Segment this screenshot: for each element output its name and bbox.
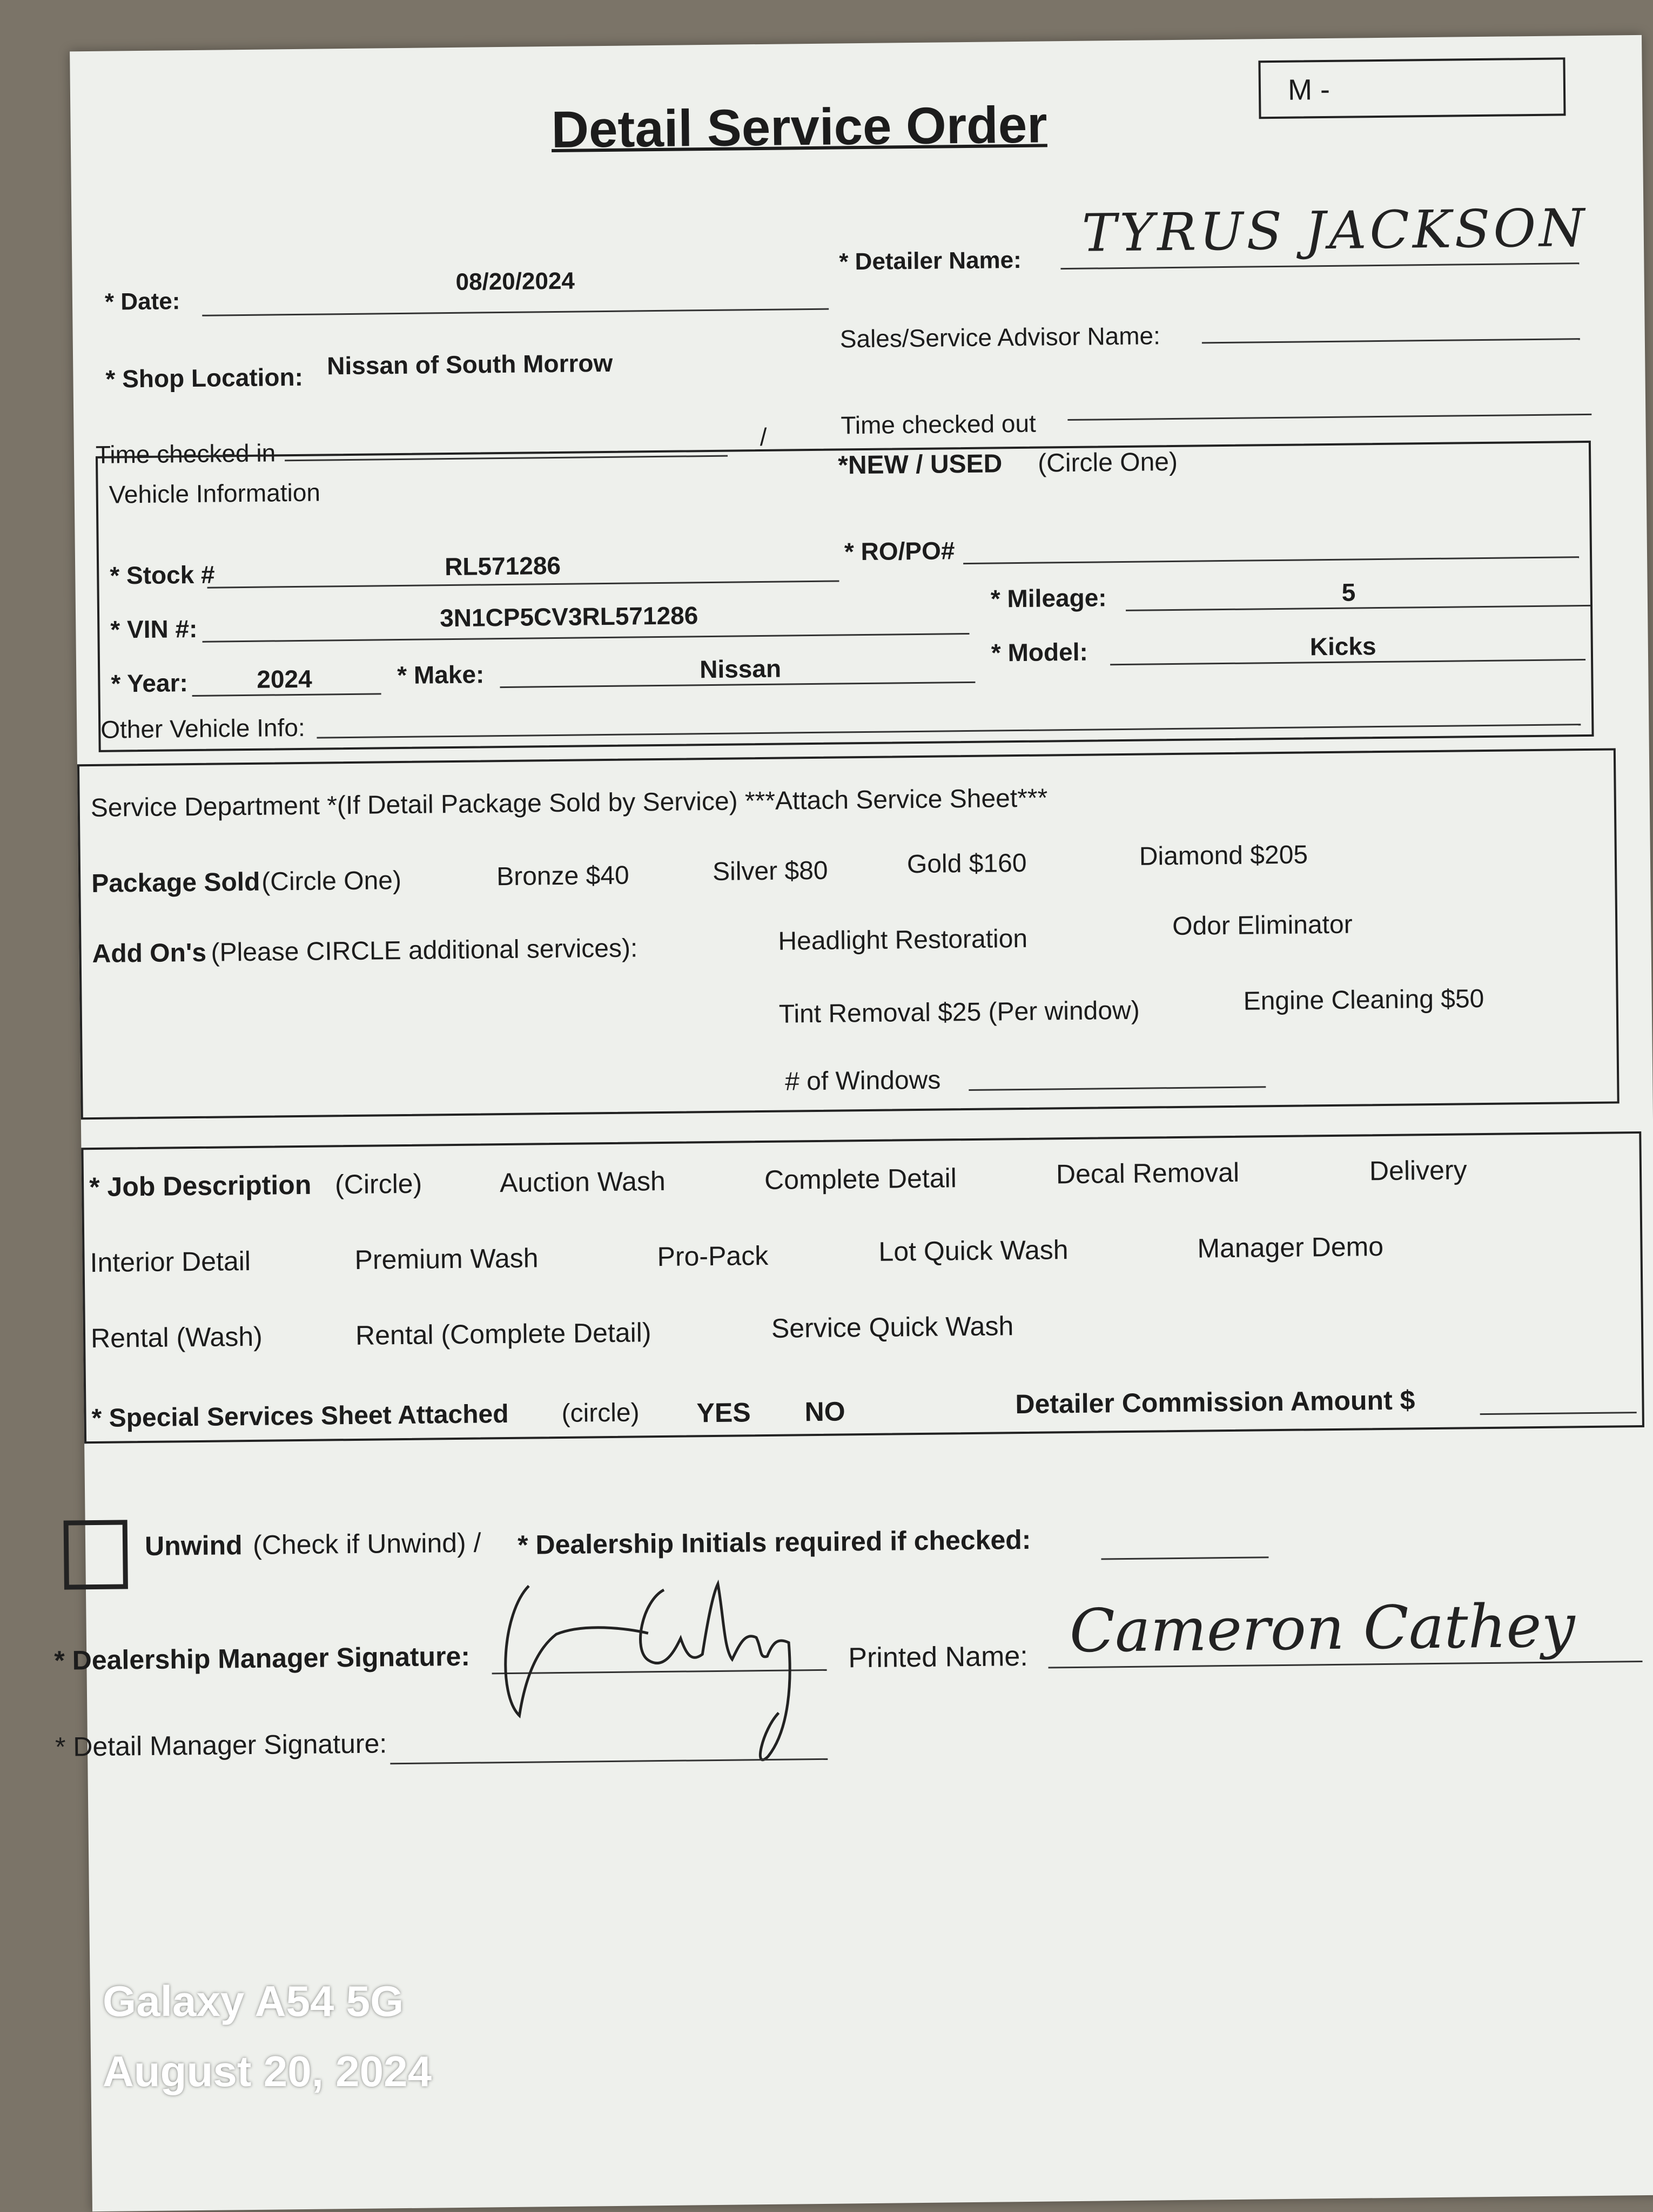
new-used-label[interactable]: *NEW / USED [837,449,1003,480]
date-line [202,308,829,316]
job-rental-complete-detail[interactable]: Rental (Complete Detail) [355,1317,651,1351]
year-value[interactable]: 2024 [257,664,312,693]
dealership-initials-label: * Dealership Initials required if checked: [517,1524,1031,1560]
dealership-initials-line [1101,1556,1268,1560]
add-ons-hint: (Please CIRCLE additional services): [211,934,638,967]
time-slash: / [760,422,767,451]
package-gold[interactable]: Gold $160 [906,848,1027,879]
special-services-yes[interactable]: YES [696,1397,751,1428]
special-services-no[interactable]: NO [804,1396,845,1427]
service-order-paper [54,35,1653,2211]
windows-count-line [969,1086,1266,1091]
time-out-line [1067,414,1591,421]
service-department-heading: Service Department *(If Detail Package Sold by Service) ***Attach Service Sheet*** [90,784,1048,823]
mileage-line [1126,605,1590,611]
special-services-hint: (circle) [561,1398,640,1428]
other-vehicle-info-line [317,724,1581,739]
new-used-hint: (Circle One) [1037,447,1178,478]
windows-count-label: # of Windows [784,1065,941,1096]
addon-engine-cleaning[interactable]: Engine Cleaning $50 [1243,984,1484,1016]
make-label: * Make: [397,660,485,690]
unwind-hint: (Check if Unwind) / [252,1527,481,1560]
time-in-label: Time checked in [95,439,276,469]
package-silver[interactable]: Silver $80 [712,856,828,886]
package-bronze[interactable]: Bronze $40 [496,861,629,892]
stock-label: * Stock # [110,560,215,590]
dealership-manager-signature-label: * Dealership Manager Signature: [54,1641,471,1676]
advisor-name-label: Sales/Service Advisor Name: [839,321,1161,353]
year-label: * Year: [111,669,189,698]
camera-device-watermark: Galaxy A54 5G [103,1977,404,2025]
mileage-label: * Mileage: [990,583,1107,613]
date-label: * Date: [104,288,180,315]
vehicle-info-section [96,441,1594,752]
job-delivery[interactable]: Delivery [1369,1155,1467,1186]
addon-headlight-restoration[interactable]: Headlight Restoration [778,924,1028,956]
unwind-checkbox[interactable] [64,1520,128,1589]
form-title: Detail Service Order [551,96,1048,159]
dealership-manager-signature-image [485,1550,833,1781]
ro-po-line [963,556,1579,564]
stock-value[interactable]: RL571286 [444,551,561,581]
stock-line [207,580,839,588]
detailer-name-line [1060,262,1579,269]
job-manager-demo[interactable]: Manager Demo [1197,1231,1384,1264]
time-out-label: Time checked out [841,409,1037,440]
shop-location-value[interactable]: Nissan of South Morrow [326,348,613,380]
job-interior-detail[interactable]: Interior Detail [90,1245,251,1278]
job-decal-removal[interactable]: Decal Removal [1056,1157,1240,1190]
special-services-label: * Special Services Sheet Attached [91,1399,509,1433]
detail-manager-signature-label: * Detail Manager Signature: [55,1728,387,1762]
job-description-hint: (Circle) [334,1168,422,1200]
package-sold-hint: (Circle One) [261,866,402,896]
make-value[interactable]: Nissan [699,654,782,684]
commission-amount-label: Detailer Commission Amount $ [1015,1385,1415,1420]
other-vehicle-info-label: Other Vehicle Info: [100,713,305,744]
job-description-label: * Job Description [89,1169,312,1203]
detailer-name-handwritten[interactable]: TYRUS JACKSON [1081,197,1588,264]
model-value[interactable]: Kicks [1309,632,1376,661]
ro-po-label: * RO/PO# [844,536,955,566]
model-label: * Model: [991,637,1088,667]
package-sold-label: Package Sold [91,867,260,899]
printed-name-label: Printed Name: [848,1640,1029,1674]
package-diamond[interactable]: Diamond $205 [1139,840,1308,871]
vehicle-info-heading: Vehicle Information [109,478,321,509]
m-number-label: M - [1287,73,1331,106]
vin-value[interactable]: 3N1CP5CV3RL571286 [439,601,698,632]
m-number-box[interactable] [1258,57,1565,119]
addon-tint-removal[interactable]: Tint Removal $25 (Per window) [778,996,1140,1029]
addon-odor-eliminator[interactable]: Odor Eliminator [1172,910,1353,941]
job-premium-wash[interactable]: Premium Wash [354,1243,539,1275]
date-value[interactable]: 08/20/2024 [455,267,575,295]
vin-line [203,633,970,643]
mileage-value[interactable]: 5 [1341,578,1356,606]
job-complete-detail[interactable]: Complete Detail [764,1163,957,1195]
year-line [192,693,381,697]
shop-location-label: * Shop Location: [105,362,304,393]
job-description-section [81,1131,1644,1444]
job-rental-wash[interactable]: Rental (Wash) [90,1321,263,1354]
job-service-quick-wash[interactable]: Service Quick Wash [771,1311,1014,1344]
advisor-name-line [1202,338,1580,343]
job-pro-pack[interactable]: Pro-Pack [657,1240,769,1272]
printed-name-handwritten[interactable]: Cameron Cathey [1069,1591,1576,1666]
camera-date-watermark: August 20, 2024 [103,2047,432,2095]
detailer-name-label: * Detailer Name: [839,246,1022,275]
vin-label: * VIN #: [110,614,198,644]
service-department-section [77,748,1620,1120]
unwind-label: Unwind [144,1530,243,1562]
add-ons-label: Add On's [92,938,207,969]
commission-amount-line [1480,1412,1637,1415]
job-auction-wash[interactable]: Auction Wash [499,1165,666,1198]
job-lot-quick-wash[interactable]: Lot Quick Wash [878,1235,1069,1267]
